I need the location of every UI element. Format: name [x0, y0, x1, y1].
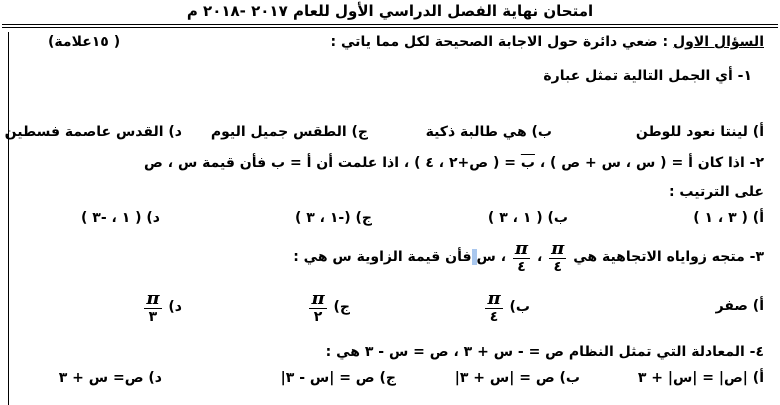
item-1-option-b[interactable]: ب) هي طالبة ذكية — [425, 124, 552, 140]
exam-title: امتحان نهاية الفصل الدراسي الأول للعام ٢٠١٧ -٢٠١٨ م — [186, 2, 594, 20]
item-2-stem-part-c: = ( ص+٢ ، ٤ ) ، اذا علمت أن — [316, 155, 516, 171]
item-3-option-d[interactable] — [142, 290, 182, 324]
question-heading: السؤال الاول — [673, 34, 764, 50]
denominator: ٤ — [517, 259, 526, 275]
page-left-border — [8, 32, 9, 405]
item-4-stem: ٤- المعادلة التي تمثل النظام ص = - س + ٣ ، ص = س - ٣ هي : — [325, 344, 764, 360]
item-1-option-d[interactable]: د) القدس عاصمة فسطين — [4, 124, 182, 140]
item-2-option-c[interactable]: ج) (-١ ، ٣ ) — [294, 210, 372, 226]
vector-b-symbol: ب — [520, 155, 535, 171]
item-3-stem-part-a: ٣- متجه زواياه الاتجاهية هي — [573, 249, 764, 265]
pi-symbol: π — [551, 238, 565, 259]
item-2-stem-part-a: ٢- اذا كان — [697, 155, 764, 171]
item-1-option-a[interactable]: أ) لينتا نعود للوطن — [635, 124, 764, 140]
option-c-label: ج) — [333, 299, 350, 315]
denominator: ٣ — [148, 309, 158, 325]
pi-symbol: π — [311, 288, 325, 309]
denominator: ٤ — [489, 309, 499, 325]
item-2-option-a[interactable]: أ) ( ٣ ، ١ ) — [693, 210, 764, 226]
item-2-option-d[interactable]: د) ( ١ ، -٣ ) — [81, 210, 160, 226]
item-2-stem-part-b: = ( س ، س + ص ) ، — [539, 155, 684, 171]
pi-symbol: π — [146, 288, 160, 309]
item-2-stem-part-d: = ب فأن قيمة س ، ص — [144, 155, 302, 171]
item-3-option-a[interactable]: أ) صفر — [715, 298, 764, 314]
title-rule-top — [2, 24, 778, 25]
item-3-stem — [293, 240, 764, 274]
vector-a-symbol: أ — [688, 155, 693, 171]
fraction-pi-over-4 — [485, 290, 502, 324]
item-2-stem — [144, 155, 764, 171]
item-3-stem-part-b: ، س — [476, 249, 507, 265]
denominator: ٢ — [313, 309, 323, 325]
item-4-option-a[interactable]: أ) |ص| = |س| + ٣ — [637, 370, 764, 386]
item-3-stem-part-c: فأن قيمة الزاوية س هي : — [293, 249, 472, 265]
denominator: ٤ — [553, 259, 563, 275]
separator-comma: ، — [536, 249, 543, 265]
item-4-option-b[interactable]: ب) ص = |س + ٣| — [454, 370, 580, 386]
item-2-stem-line2: على الترتيب : — [668, 184, 764, 200]
option-b-label: ب) — [509, 299, 530, 315]
fraction-pi-over-4 — [549, 240, 566, 274]
fraction-pi-over-4-b — [513, 240, 530, 274]
item-3-option-c[interactable] — [307, 290, 350, 324]
fraction-pi-over-3 — [144, 290, 161, 324]
fraction-pi-over-2 — [309, 290, 326, 324]
question-instruction: : ضعي دائرة حول الاجابة الصحيحة لكل مما ياتي : — [330, 34, 669, 50]
item-4-option-d[interactable]: د) ص= س + ٣ — [58, 370, 162, 386]
item-1-option-c[interactable]: ج) الطقس جميل اليوم — [210, 124, 368, 140]
pi-symbol: π — [487, 288, 501, 309]
item-3-option-b[interactable] — [483, 290, 530, 324]
title-rule-bottom — [2, 27, 778, 28]
pi-symbol: π — [514, 238, 529, 259]
item-4-option-c[interactable]: ج) ص = |س - ٣| — [280, 370, 396, 386]
question-header — [331, 34, 764, 50]
item-1-stem: ١- أي الجمل التالية تمثل عبارة — [543, 68, 752, 84]
item-2-option-b[interactable]: ب) ( ١ ، ٣ ) — [487, 210, 568, 226]
question-marks: (١٥علامة ) — [48, 34, 121, 50]
vector-a-symbol-2: أ — [306, 155, 312, 171]
option-d-label: د) — [168, 299, 182, 315]
